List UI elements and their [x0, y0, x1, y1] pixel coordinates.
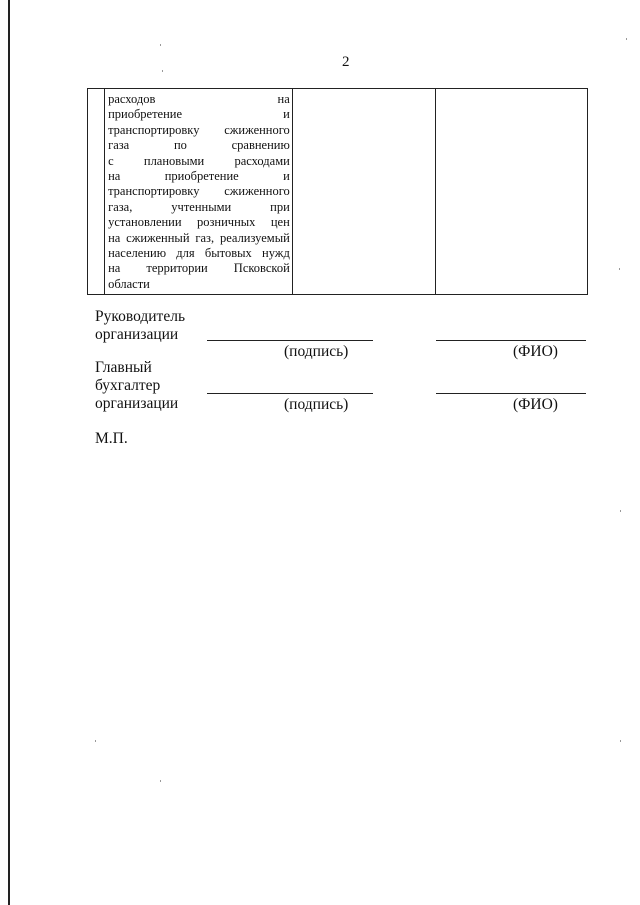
description-line: населению для бытовых нужд [108, 246, 290, 261]
head-name-caption: (ФИО) [513, 343, 558, 360]
table-row [88, 89, 588, 295]
report-table [87, 88, 588, 295]
description-text [105, 89, 292, 294]
description-line: приобретение и [108, 107, 290, 122]
table-cell-description [105, 89, 293, 295]
table-cell-value-a [292, 89, 436, 295]
table-cell-number [88, 89, 105, 295]
accountant-signature-line [207, 393, 373, 394]
description-line: области [108, 276, 150, 291]
accountant-label-line: организации [95, 395, 179, 412]
accountant-name-line [436, 393, 586, 394]
description-line: на приобретение и [108, 169, 290, 184]
description-line: с плановыми расходами [108, 153, 290, 168]
description-line: на территории Псковской [108, 261, 290, 276]
scan-speck [160, 780, 161, 782]
page-left-edge [8, 0, 10, 905]
accountant-label-line: Главный [95, 359, 152, 376]
accountant-label [95, 359, 178, 413]
stamp-label: М.П. [95, 430, 128, 447]
description-line: установлении розничных цен [108, 215, 290, 230]
head-signature-caption: (подпись) [284, 343, 349, 360]
description-line: газа, учтенными при [108, 199, 290, 214]
description-line: транспортировку сжиженного [108, 122, 290, 137]
scan-speck [160, 44, 161, 46]
scan-speck [620, 510, 621, 512]
accountant-label-line: бухгалтер [95, 377, 161, 394]
table-cell-value-b [436, 89, 588, 295]
head-label-line: Руководитель [95, 308, 186, 325]
accountant-name-caption: (ФИО) [513, 396, 558, 413]
head-label [95, 308, 185, 344]
scan-speck [162, 70, 163, 72]
accountant-signature-caption: (подпись) [284, 396, 349, 413]
scan-speck [619, 268, 620, 270]
head-label-line: организации [95, 326, 179, 343]
description-line: транспортировку сжиженного [108, 184, 290, 199]
description-line: расходов на [108, 92, 290, 106]
scan-speck [95, 740, 96, 742]
head-signature-line [207, 340, 373, 341]
description-line: на сжиженный газ, реализуемый [108, 230, 290, 245]
scan-speck [620, 740, 621, 742]
head-name-line [436, 340, 586, 341]
scan-speck [626, 38, 627, 40]
page-number: 2 [342, 54, 350, 70]
description-line: газа по сравнению [108, 138, 290, 153]
